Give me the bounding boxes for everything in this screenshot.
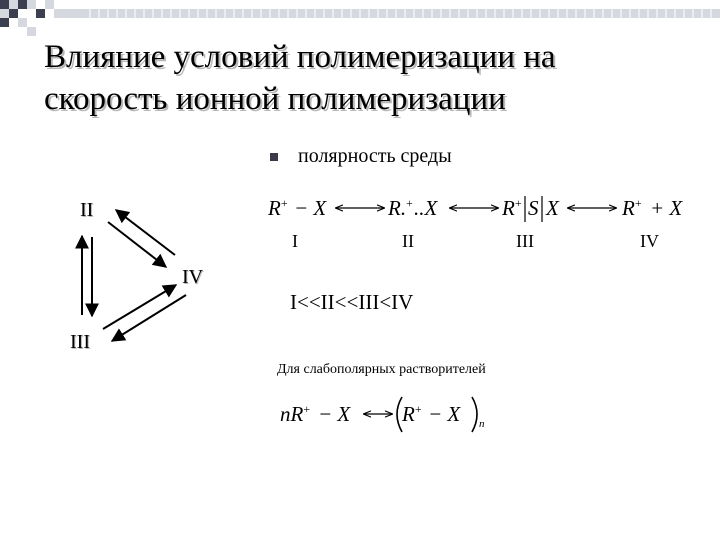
species-3-x: X [546,196,559,220]
form-label-1: I [292,231,298,251]
formula-prefix: nR [280,402,304,426]
form-label-3: III [516,231,534,251]
species-4-r: R [622,196,635,220]
formula-paren-r-text: R [402,402,415,426]
species-2-r: R. [388,196,407,220]
formula-paren-x-text: − X [428,402,461,426]
species-2-x: ..X [414,196,438,220]
species-1-x: X [313,196,327,220]
formula-paren-right [472,397,477,432]
bullet-text: полярность среды [298,145,452,167]
formula-paren-r: R+ [402,402,422,426]
form-label-4: IV [640,231,659,251]
title-line-2: скорость ионной полимеризации [44,81,506,117]
triangle-label-bottom: III [70,331,90,353]
species-3-cation: R+ [502,196,522,220]
title-line-1: Влияние условий полимеризации на [44,39,556,75]
formula-left: nR+ [280,402,311,426]
form-label-2: II [402,231,414,251]
species-1-cation: R+ [268,196,288,220]
triangle-label-top: II [80,199,94,221]
species-1-r: R [268,196,281,220]
formula-paren-left [397,397,402,432]
arrow-iv-to-ii [116,210,175,255]
species-4-x: + X [650,196,683,220]
solvent-note: Для слабополярных растворителей [277,362,486,377]
species-2-cation: R.+ [388,196,413,220]
triangle-label-right: IV [182,266,204,288]
formula-subscript-text: n [479,418,485,430]
formula-minus-x-text: − X [318,402,351,426]
species-3-r: R [502,196,515,220]
species-3-s: S [528,196,539,220]
rate-order-text: I<<II<<III<IV [290,290,414,314]
species-1-anion: − X [294,196,327,220]
species-4-cation: R+ [622,196,642,220]
arrow-ii-to-iv [108,222,166,267]
